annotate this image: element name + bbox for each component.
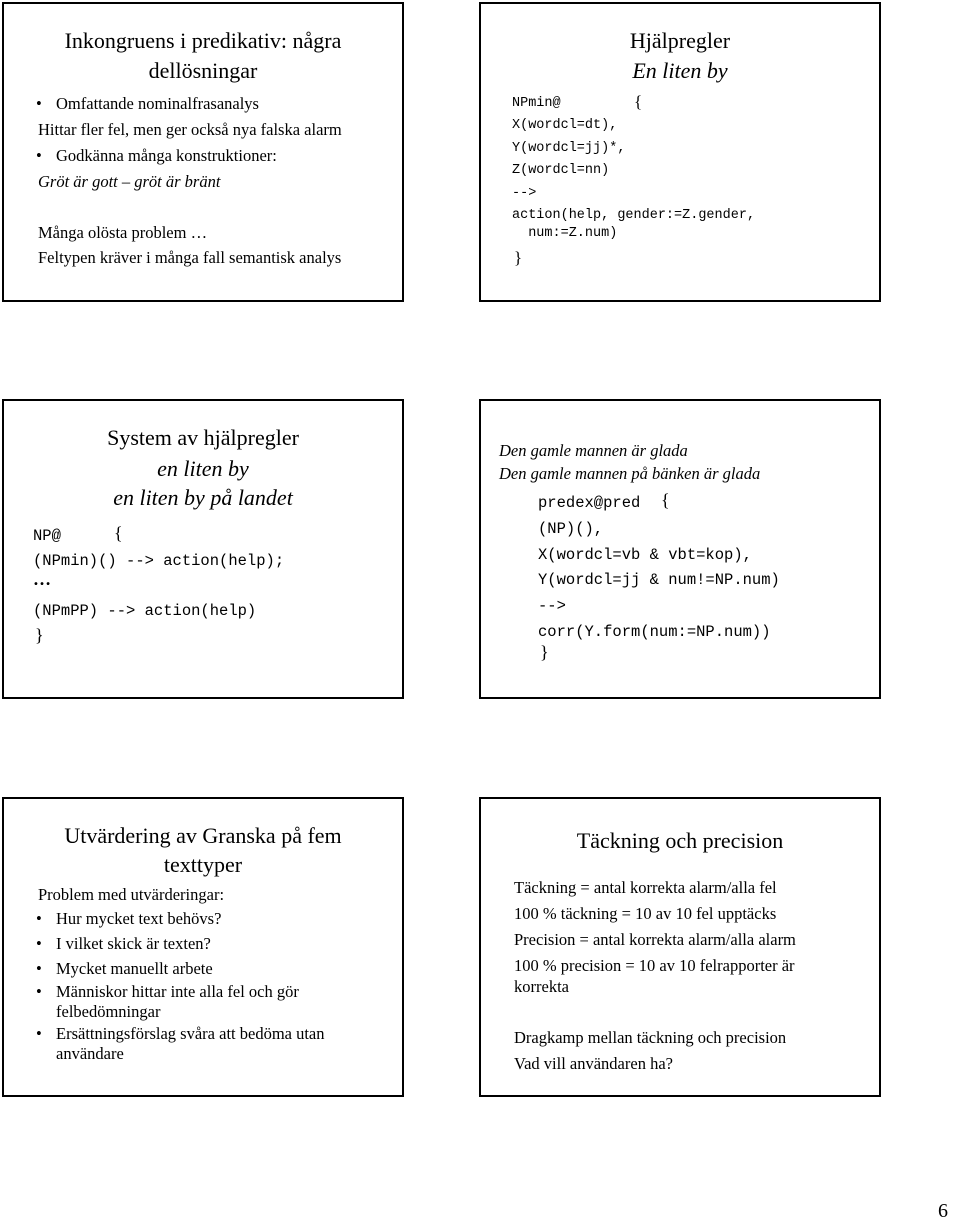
example-line: Den gamle mannen på bänken är glada xyxy=(499,464,761,483)
slide-title-line2: texttyper xyxy=(163,852,243,877)
text-line: Precision = antal korrekta alarm/alla alarm xyxy=(514,930,796,949)
slide-hjalpregler xyxy=(479,2,881,302)
code-line: corr(Y.form(num:=NP.num)) xyxy=(538,623,771,641)
code-line: num:=Z.num) xyxy=(512,226,618,241)
slide-title: Hjälpregler xyxy=(629,28,731,53)
code-line: Y(wordcl=jj & num!=NP.num) xyxy=(538,571,780,589)
code-line: action(help, gender:=Z.gender, xyxy=(512,208,756,223)
code-line: --> xyxy=(512,186,537,201)
slide-predex-regel xyxy=(479,399,881,699)
code-line: NP@ xyxy=(33,527,61,545)
bullet-item: • I vilket skick är texten? xyxy=(56,934,211,954)
bullet-item: • Godkänna många konstruktioner: xyxy=(56,146,277,166)
bullet-continuation: felbedömningar xyxy=(56,1002,161,1021)
slide-title: Täckning och precision xyxy=(576,828,784,853)
code-line: --> xyxy=(538,597,566,615)
text-line: Många olösta problem … xyxy=(38,223,208,242)
code-line: (NPmin)() --> action(help); xyxy=(33,552,285,570)
text-line: Vad vill användaren ha? xyxy=(514,1054,673,1073)
brace-open: { xyxy=(114,523,123,543)
text-line: 100 % precision = 10 av 10 felrapporter är xyxy=(514,956,795,975)
text-line: Hittar fler fel, men ger också nya falska alarm xyxy=(38,120,342,139)
slide-title-line2: dellösningar xyxy=(148,58,258,83)
slide-tackning-precision xyxy=(479,797,881,1097)
text-line: korrekta xyxy=(514,977,569,996)
page-number: 6 xyxy=(938,1200,948,1222)
code-line: X(wordcl=vb & vbt=kop), xyxy=(538,546,752,564)
bullet-item: • Omfattande nominalfrasanalys xyxy=(56,94,259,114)
slide-subtitle: en liten by på landet xyxy=(113,485,293,510)
bullet-item: • Ersättningsförslag svåra att bedöma utan xyxy=(56,1024,325,1044)
text-line: Dragkamp mellan täckning och precision xyxy=(514,1028,787,1047)
slide-subtitle: en liten by xyxy=(157,456,249,481)
text-line: Problem med utvärderingar: xyxy=(38,885,225,904)
example-line: Den gamle mannen är glada xyxy=(499,441,688,460)
text-line: Täckning = antal korrekta alarm/alla fel xyxy=(514,878,777,897)
code-line: NPmin@ xyxy=(512,96,561,111)
bullet-continuation: användare xyxy=(56,1044,124,1063)
code-line: Z(wordcl=nn) xyxy=(512,163,610,178)
bullet-item: • Hur mycket text behövs? xyxy=(56,909,221,929)
code-line: X(wordcl=dt), xyxy=(512,118,618,133)
slide-title-line1: Inkongruens i predikativ: några xyxy=(64,28,342,53)
brace-close: } xyxy=(35,625,44,645)
bullet-item: • Mycket manuellt arbete xyxy=(56,959,213,979)
ellipsis: … xyxy=(33,569,51,589)
example-line: Gröt är gott – gröt är bränt xyxy=(38,172,221,191)
slide-title-line1: Utvärdering av Granska på fem xyxy=(64,823,342,848)
slide-inkongruens xyxy=(2,2,404,302)
code-line: predex@pred xyxy=(538,494,641,512)
slide-system-av-hjalpregler xyxy=(2,399,404,699)
brace-close: } xyxy=(514,248,523,267)
code-line: (NPmPP) --> action(help) xyxy=(33,602,257,620)
brace-open: { xyxy=(661,490,670,510)
slide-utvardering xyxy=(2,797,404,1097)
text-line: 100 % täckning = 10 av 10 fel upptäcks xyxy=(514,904,777,923)
bullet-item: • Människor hittar inte alla fel och gör xyxy=(56,982,299,1002)
text-line: Feltypen kräver i många fall semantisk analys xyxy=(38,248,342,267)
slide-title: System av hjälpregler xyxy=(107,425,299,450)
code-line: Y(wordcl=jj)*, xyxy=(512,141,626,156)
brace-close: } xyxy=(540,642,549,662)
slide-subtitle: En liten by xyxy=(632,58,728,83)
brace-open: { xyxy=(634,92,643,111)
code-line: (NP)(), xyxy=(538,520,604,538)
